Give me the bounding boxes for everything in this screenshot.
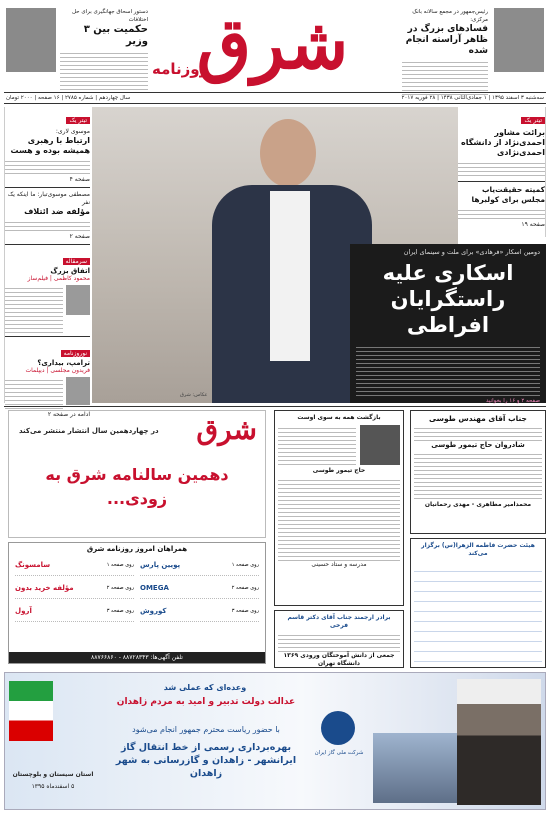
sponsor-page: روی صفحه ۳ bbox=[106, 608, 134, 614]
sponsors-header: همراهان امروز روزنامه شرق bbox=[86, 545, 188, 553]
cond1-name: حاج تیمور طوسی bbox=[312, 467, 366, 474]
hero-headline: اسکاری علیه راستگرایان افراطی bbox=[382, 261, 514, 337]
left-continue: ادامه در صفحه ۲ bbox=[47, 411, 90, 418]
left-page-2: صفحه ۲ bbox=[69, 233, 90, 240]
sponsor-name: سامسونگ bbox=[15, 561, 51, 569]
left-teaser-title[interactable]: حکمیت بین ۳ وزیر bbox=[83, 24, 148, 47]
hero-continue: صفحه ۲ و ۱۶ را بخوانید bbox=[486, 398, 540, 404]
column-author: فریدون مجلسی | دیپلمات bbox=[25, 367, 90, 374]
left-title-1[interactable]: ارتباط با رهبری همیشه بوده و هست bbox=[10, 136, 90, 155]
dateline: سه‌شنبه ۳ اسفند ۱۳۹۵ | ۱ جمادی‌الثانی ۱۴۳۸ | ۲۸ فوریه ۲۰۱۷ bbox=[401, 95, 544, 101]
sponsor-page: روی صفحه ۱ bbox=[106, 562, 134, 568]
sponsor-item[interactable] bbox=[15, 601, 134, 622]
sponsor-item[interactable] bbox=[15, 555, 134, 576]
hero-kicker: دومین اسکار «فرهادی» برای ملت و سینمای ایران bbox=[403, 248, 540, 256]
condolence-2 bbox=[410, 410, 546, 534]
prayer-title: هیئت حضرت فاطمه الزهرا(س) برگزار می‌کند bbox=[421, 542, 535, 557]
figure-shirt bbox=[270, 191, 310, 361]
editorial-author-photo bbox=[66, 285, 90, 315]
masthead bbox=[0, 0, 550, 105]
sponsors-phone: تلفن آگهی‌ها: ۸۸۷۲۸۳۴۳ - ۸۸۷۶۶۸۶۰ bbox=[9, 652, 265, 663]
column-title[interactable]: ترامپ، بیداری؟ bbox=[37, 359, 90, 367]
condolence-1 bbox=[274, 410, 404, 606]
condolence-3 bbox=[274, 610, 404, 668]
rouhani-photo bbox=[494, 8, 544, 72]
sponsor-item[interactable] bbox=[140, 578, 259, 599]
column-author-photo bbox=[66, 377, 90, 405]
right-column bbox=[456, 107, 546, 237]
ad-logo: شرق bbox=[196, 413, 257, 446]
cond3-heading: برادر ارجمند جناب آقای دکتر قاسم فرخی bbox=[287, 614, 391, 629]
issue-line: سال چهاردهم | شماره ۲۷۸۵ | ۱۶ صفحه | ۲۰۰۰ تومان bbox=[6, 95, 131, 101]
cond1-heading: بازگشت همه به سوی اوست bbox=[297, 414, 381, 421]
anniversary-ad[interactable] bbox=[8, 410, 266, 538]
sponsor-page: روی صفحه ۲ bbox=[231, 585, 259, 591]
left-column bbox=[4, 107, 90, 418]
cond2-sign: محمدامیر مطاهری - مهدی رحمانیان bbox=[424, 501, 532, 508]
ad-province: استان سیستان و بلوچستان bbox=[12, 771, 94, 778]
sponsor-page: روی صفحه ۱ bbox=[231, 562, 259, 568]
sponsor-page: روی صفحه ۳ bbox=[231, 608, 259, 614]
logo-text: شرق bbox=[196, 2, 349, 85]
refinery-image bbox=[373, 733, 463, 803]
ad-date: ۵ اسفندماه ۱۳۹۵ bbox=[31, 783, 75, 790]
figure-head bbox=[260, 119, 316, 187]
sponsor-page: روی صفحه ۲ bbox=[106, 585, 134, 591]
right-sub[interactable]: کمیته حقیقت‌یاب مجلس برای کولبرها bbox=[471, 185, 545, 204]
sponsor-item[interactable] bbox=[140, 601, 259, 622]
right-title[interactable]: برائت مشاور احمدی‌نژاد از دانشگاه احمدی‌نژادی bbox=[461, 128, 545, 157]
cond3-sign: جمعی از دانش آموختگان ورودی ۱۳۶۹ دانشگاه تهران bbox=[283, 652, 395, 667]
sponsors-box bbox=[8, 542, 266, 664]
jahangiri-photo bbox=[6, 8, 56, 72]
right-tag: تیتر یک bbox=[521, 117, 545, 124]
ad-line3: بهره‌برداری رسمی از خط انتقال گاز ایرانشهر - زاهدان و گازرسانی به شهر زاهدان bbox=[115, 742, 297, 779]
sponsor-item[interactable] bbox=[15, 578, 134, 599]
sponsor-name: پویین پارس bbox=[140, 561, 181, 569]
hero-caption: عکاس: شرق bbox=[180, 392, 208, 398]
cond1-sign: مدرسه و ستاد حسینی bbox=[311, 561, 367, 568]
ad-ministry: شرکت ملی گاز ایران bbox=[314, 750, 364, 756]
cond2-heading: جناب آقای مهندس طوسی bbox=[429, 414, 527, 423]
ad-line1: عدالت دولت تدبیر و امید به مردم زاهدان bbox=[116, 697, 296, 707]
right-teaser-kicker: رئیس‌جمهور در مجمع سالانه بانک مرکزی: bbox=[412, 9, 488, 23]
cond1-photo bbox=[360, 425, 400, 465]
left-kicker-1: موسوی لاری: bbox=[55, 128, 90, 135]
sponsor-name: مؤلفه خرید بدون bbox=[15, 584, 74, 592]
sponsor-item[interactable] bbox=[140, 555, 259, 576]
editorial-title[interactable]: اتفاق بزرگ bbox=[50, 267, 90, 275]
sponsor-name: کوروش bbox=[140, 607, 167, 615]
rouhani-ad-photo bbox=[457, 679, 541, 805]
gas-company-logo bbox=[321, 711, 355, 745]
left-page-1: صفحه ۴ bbox=[69, 176, 90, 183]
left-kicker-2: مصطفی موسوی‌تبار: ما اینکه یک نفر bbox=[7, 191, 90, 206]
left-tag-1: تیتر یک bbox=[66, 117, 90, 124]
hero-headline-box[interactable] bbox=[350, 244, 546, 403]
ad-line2: با حضور ریاست محترم جمهور انجام می‌شود bbox=[132, 725, 280, 734]
editorial-author: محمود کاظمی | فیلم‌ساز bbox=[27, 275, 90, 282]
ad-title: دهمین سالنامه شرق به زودی... bbox=[45, 465, 229, 508]
left-teaser-kicker: دستور اسحاق جهانگیری برای حل اختلافات bbox=[72, 9, 148, 23]
right-page: صفحه ۱۹ bbox=[521, 221, 545, 228]
flag-emblem bbox=[9, 681, 53, 741]
cond2-name: شادروان حاج تیمور طوسی bbox=[431, 441, 525, 449]
ad-tagline: در چهاردهمین سال انتشار منتشر می‌کند bbox=[19, 427, 159, 435]
logo[interactable] bbox=[150, 2, 395, 90]
ad-kicker: وعده‌ای که عملی شد bbox=[163, 683, 247, 692]
sponsor-name: OMEGA bbox=[140, 584, 169, 592]
gas-pipeline-ad[interactable] bbox=[4, 672, 546, 810]
left-title-2[interactable]: مؤلفه ضد ائتلاف bbox=[24, 207, 90, 216]
prayer-schedule bbox=[410, 538, 546, 668]
logo-subtitle: روزنامه bbox=[152, 60, 209, 78]
right-teaser-title[interactable]: فسادهای بزرگ در ظاهر آراسته انجام شده bbox=[405, 24, 488, 56]
sponsor-grid bbox=[9, 555, 265, 622]
nowruz-tag: نوروزنامه bbox=[61, 350, 90, 357]
sponsor-name: آرول bbox=[15, 607, 32, 615]
editorial-tag: سرمقاله bbox=[63, 258, 90, 265]
